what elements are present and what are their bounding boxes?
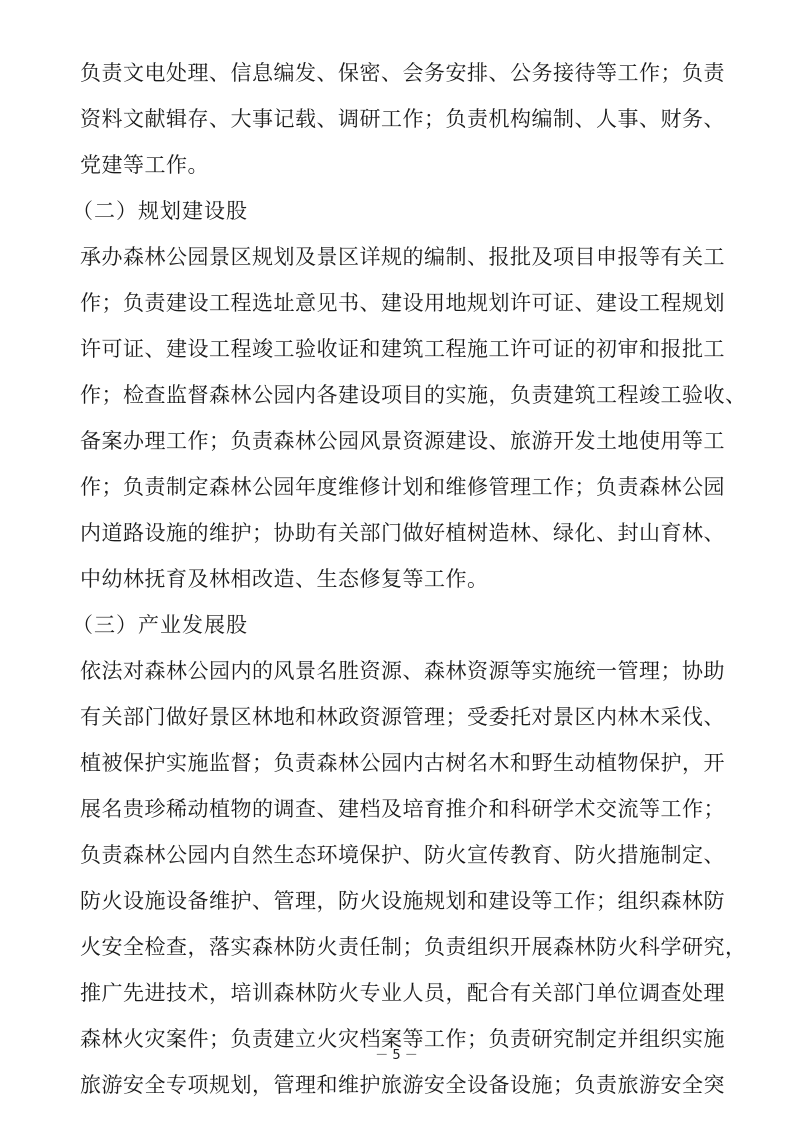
text-line: 备案办理工作；负责森林公园风景资源建设、旅游开发土地使用等工 [80, 429, 725, 453]
text-line: 作；负责建设工程选址意见书、建设用地规划许可证、建设工程规划 [80, 291, 725, 315]
text-line: 党建等工作。 [80, 153, 209, 177]
paragraph-planning-duties [80, 234, 747, 602]
text-line: 承办森林公园景区规划及景区详规的编制、报批及项目申报等有关工 [80, 245, 725, 269]
text-line: 展名贵珍稀动植物的调查、建档及培育推介和科研学术交流等工作； [80, 797, 725, 821]
text-line: 推广先进技术，培训森林防火专业人员，配合有关部门单位调查处理 [80, 981, 725, 1005]
page-number: － 5 － [375, 1048, 418, 1063]
text-line: 火安全检查，落实森林防火责任制；负责组织开展森林防火科学研究， [80, 935, 747, 959]
paragraph-industry-duties [80, 648, 747, 1108]
text-line: 作；检查监督森林公园内各建设项目的实施，负责建筑工程竣工验收、 [80, 383, 747, 407]
text-line: 森林火灾案件；负责建立火灾档案等工作；负责研究制定并组织实施 [80, 1027, 725, 1051]
text-line: 有关部门做好景区林地和林政资源管理；受委托对景区内林木采伐、 [80, 705, 725, 729]
section-heading-planning: （二）规划建设股 [72, 199, 248, 223]
text-line: 旅游安全专项规划，管理和维护旅游安全设备设施；负责旅游安全突 [80, 1073, 725, 1097]
text-line: 许可证、建设工程竣工验收证和建筑工程施工许可证的初审和报批工 [80, 337, 725, 361]
document-body [72, 50, 747, 1108]
text-line: 内道路设施的维护；协助有关部门做好植树造林、绿化、封山育林、 [80, 521, 725, 545]
text-line: 负责文电处理、信息编发、保密、会务安排、公务接待等工作；负责 [80, 61, 725, 85]
text-line: 中幼林抚育及林相改造、生态修复等工作。 [80, 567, 489, 591]
text-line: 负责森林公园内自然生态环境保护、防火宣传教育、防火措施制定、 [80, 843, 725, 867]
text-line: 资料文献辑存、大事记载、调研工作；负责机构编制、人事、财务、 [80, 107, 725, 131]
text-line: 防火设施设备维护、管理，防火设施规划和建设等工作；组织森林防 [80, 889, 725, 913]
paragraph-office-duties [80, 50, 725, 188]
text-line: 作；负责制定森林公园年度维修计划和维修管理工作；负责森林公园 [80, 475, 725, 499]
text-line: 植被保护实施监督；负责森林公园内古树名木和野生动植物保护，开 [80, 751, 725, 775]
section-heading-industry: （三）产业发展股 [72, 613, 248, 637]
text-line: 依法对森林公园内的风景名胜资源、森林资源等实施统一管理；协助 [80, 659, 725, 683]
